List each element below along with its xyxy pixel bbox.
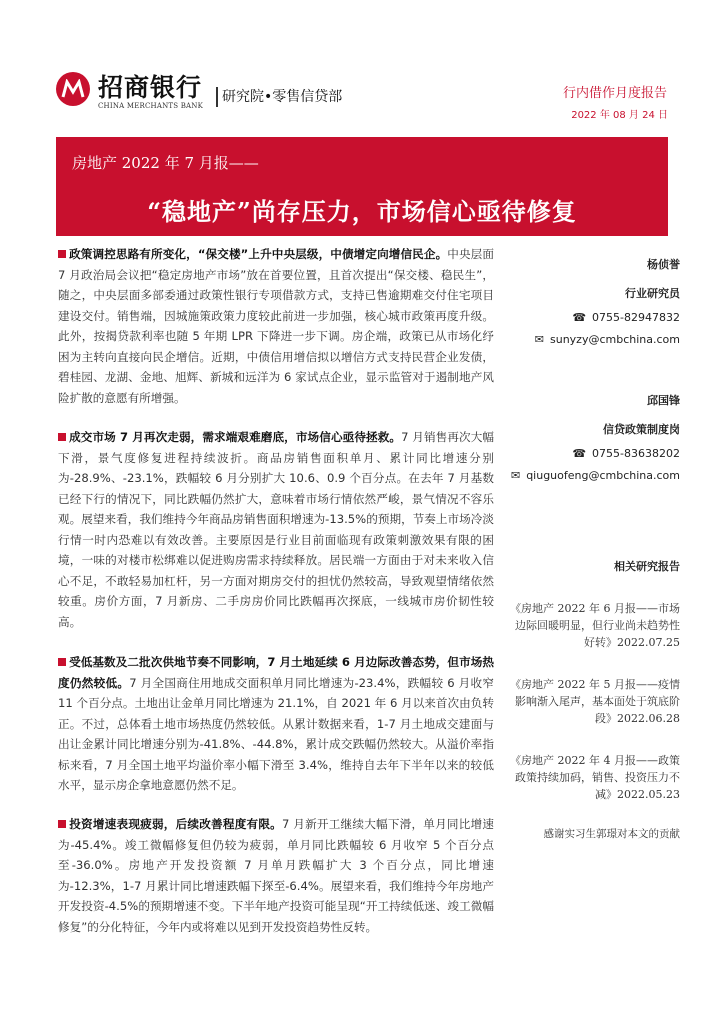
report-subtitle: 房地产 2022 年 7 月报——: [72, 154, 259, 172]
section-lead: 成交市场 7 月再次走弱，需求端艰难磨底，市场信心亟待拯救。: [69, 430, 402, 444]
email-icon: ✉: [534, 333, 544, 346]
section-lead: 政策调控思路有所变化，“保交楼”上升中央层级，中债增定向增信民企。: [69, 247, 448, 261]
bullet-icon: [58, 250, 66, 258]
analyst-card: [510, 392, 680, 482]
analyst-name: 杨侦誉: [647, 258, 680, 271]
section-sales: [58, 427, 494, 632]
bullet-icon: [58, 433, 66, 441]
section-lead: 受低基数及二批次供地节奏不同影响，7 月土地延续 6 月边际改善态势，但市场热度仍然较低。: [58, 655, 494, 690]
analyst-email: [510, 333, 680, 346]
analyst-card: [510, 256, 680, 346]
section-body: 中央层面 7 月政治局会议把“稳定房地产市场”放在首要位置，且首次提出“保交楼、稳民生”，随之，中央层面多部委通过政策性银行专项借款方式，支持已售逾期难交付住宅项目建设交付。销售端，因城施策政策力度较此前进一步加强，核心城市政策再度升级。此外，按揭贷款利率也随 5 年期 LPR 下降进一步下调。房企端，政策已从市场化纾困为主转向直接向民企增信。近期，中债信用增信拟以增信方式支持民营企业发债，碧桂园、龙湖、金地、旭辉、新城和远洋为 6 家试点企业，显示监管对于遏制地产风险扩散的意愿有所增强。: [58, 247, 494, 405]
logo-m-icon: [61, 79, 85, 99]
section-land: [58, 652, 494, 796]
related-report-item[interactable]: 《房地产 2022 年 4 月报——政策政策持续加码，销售、投资压力不减》2022.05.23: [510, 754, 680, 801]
analyst-phone: [510, 311, 680, 324]
department: 研究院•零售信贷部: [216, 87, 342, 107]
bank-logo-icon: [56, 72, 90, 106]
phone-icon: ☎: [572, 447, 587, 460]
bank-name-en: CHINA MERCHANTS BANK: [98, 102, 204, 110]
section-lead: 投资增速表现疲弱，后续改善程度有限。: [69, 817, 282, 831]
analyst-email: [510, 469, 680, 482]
analyst-email-address[interactable]: sunyzy@cmbchina.com: [550, 333, 680, 346]
acknowledgement: 感谢实习生郭璟对本文的贡献: [543, 828, 680, 840]
analyst-title: 信贷政策制度岗: [603, 423, 680, 436]
section-body: 7 月全国商住用地成交面积单月同比增速为-23.4%，跌幅较 6 月收窄 11 个百分点。土地出让金单月同比增速为 21.1%，自 2021 年 6 月以来首次由负转正。不过，总体看土地市场热度仍然较低。从累计数据来看，1-7 月土地成交建面与出让金累计同比增速分别为-41.8%、-44.8%，累计成交跌幅仍然较大。从溢价率指标来看，7 月全国土地平均溢价率小幅下滑至 3.4%，维持自去年下半年以来的较低水平，显示房企拿地意愿仍然不足。: [58, 675, 494, 792]
section-body: 7 月销售再次大幅下滑，景气度修复进程持续波折。商品房销售面积单月、累计同比增速分别为-28.9%、-23.1%，跌幅较 6 月分别扩大 10.6、0.9 个百分点。在去年 7 月基数已经下行的情况下，同比跌幅仍然扩大，意味着市场行情依然严峻，景气情况不容乐观。展望来看，我们维持今年商品房销售面积增速为-13.5%的预期，节奏上市场冷淡行情一时内恐难以有效改善。主要原因是行业目前面临现有政策刺激效果有限的困境，一味的对楼市松绑难以促进购房需求持续释放。居民端一方面由于对未来收入信心不足，不敢轻易加杠杆，另一方面对期房交付的担忧仍然较高，导致观望情绪依然较重。房价方面，7 月新房、二手房房价同比跌幅再次探底，一线城市房价韧性较高。: [58, 430, 494, 629]
analyst-name: 邱国锋: [647, 394, 680, 407]
report-title: “稳地产”尚存压力，市场信心亟待修复: [147, 197, 577, 226]
analyst-phone-number: 0755-82947832: [592, 311, 680, 324]
report-date: 2022 年 08 月 24 日: [571, 110, 668, 121]
bank-name: 招商银行: [98, 73, 203, 102]
bullet-icon: [58, 658, 66, 666]
section-investment: [58, 814, 494, 937]
phone-icon: ☎: [572, 311, 587, 324]
analyst-phone-number: 0755-83638202: [592, 447, 680, 460]
related-report-item[interactable]: 《房地产 2022 年 5 月报——疫情影响渐入尾声，基本面处于筑底阶段》2022.06.28: [510, 678, 680, 725]
report-type: 行内借作月度报告: [562, 86, 667, 101]
analyst-phone: [510, 447, 680, 460]
related-reports-heading: 相关研究报告: [614, 560, 680, 573]
bullet-icon: [58, 820, 66, 828]
section-body: 7 月新开工继续大幅下滑，单月同比增速为-45.4%。竣工微幅修复但仍较为疲弱，单月同比跌幅较 6 月收窄 5 个百分点至-36.0%。房地产开发投资额 7 月单月跌幅扩大 3 个百分点，同比增速为-12.3%，1-7 月累计同比增速跌幅下探至-6.4%。展望来看，我们维持今年房地产开发投资-4.5%的预期增速不变。下半年地产投资可能呈现“开工持续低迷、竣工微幅修复”的分化特征，今年内或将难以见到开发投资趋势性反转。: [58, 817, 494, 934]
analyst-title: 行业研究员: [625, 287, 680, 300]
analyst-email-address[interactable]: qiuguofeng@cmbchina.com: [526, 469, 680, 482]
section-policy: [58, 244, 494, 408]
related-report-item[interactable]: 《房地产 2022 年 6 月报——市场边际回暖明显，但行业尚未趋势性好转》2022.07.25: [510, 602, 680, 649]
email-icon: ✉: [510, 469, 521, 482]
